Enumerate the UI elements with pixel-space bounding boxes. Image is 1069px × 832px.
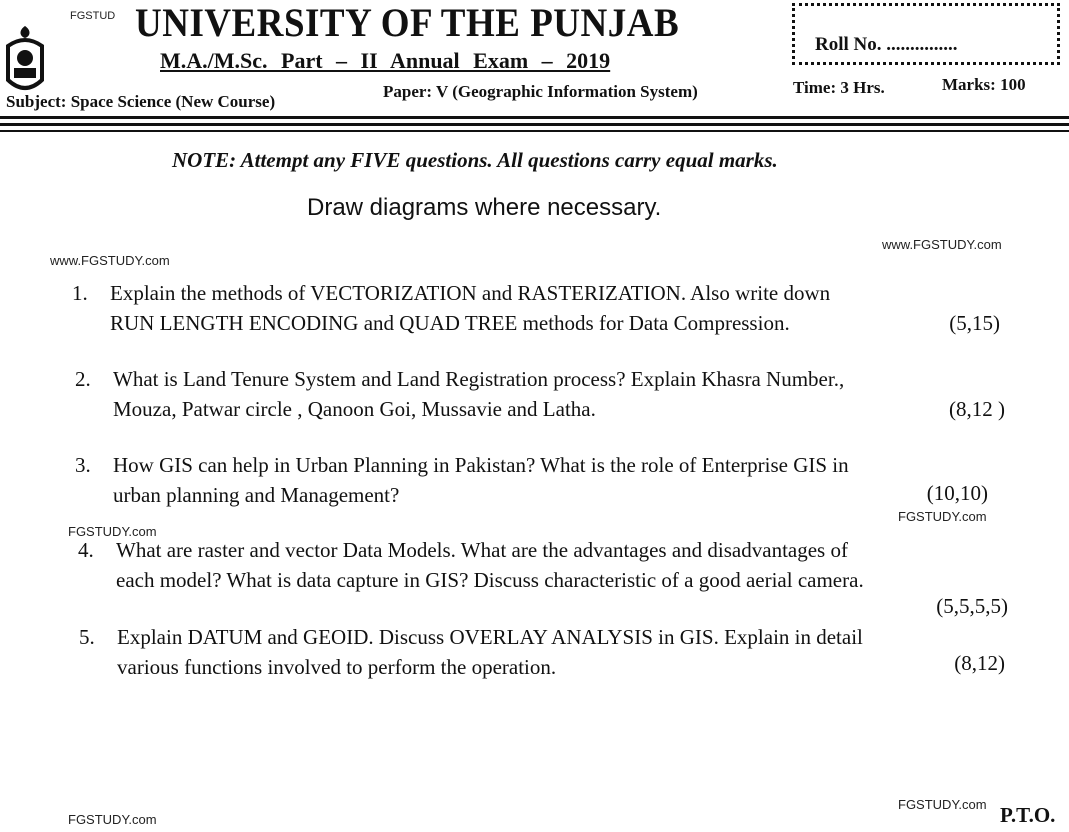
question-text: How GIS can help in Urban Planning in Pakistan? What is the role of Enterprise GIS in xyxy=(113,453,849,477)
question-number: 2. xyxy=(75,367,91,391)
watermark: www.FGSTUDY.com xyxy=(882,237,1002,252)
time: Time: 3 Hrs. xyxy=(793,78,885,97)
question-text: urban planning and Management? xyxy=(113,483,400,507)
roll-number-label: Roll No. ............... xyxy=(815,34,958,55)
question-text: various functions involved to perform the operation. xyxy=(117,655,557,679)
question-text: What are raster and vector Data Models. What are the advantages and disadvantages of xyxy=(116,538,848,562)
roll-number-box xyxy=(792,3,1060,65)
question-number: 1. xyxy=(72,281,88,305)
marks: Marks: 100 xyxy=(942,75,1026,94)
watermark: www.FGSTUDY.com xyxy=(50,253,170,268)
university-logo-icon xyxy=(4,24,46,96)
pto-label: P.T.O. xyxy=(1000,803,1056,827)
question-text: What is Land Tenure System and Land Registration process? Explain Khasra Number., xyxy=(113,367,845,391)
question-number: 5. xyxy=(79,625,95,649)
university-title: UNIVERSITY OF THE PUNJAB xyxy=(135,0,680,47)
program-line: M.A./M.Sc. Part – II Annual Exam – 2019 xyxy=(160,48,611,73)
watermark: FGSTUDY.com xyxy=(898,797,987,812)
question-4 xyxy=(78,535,1008,618)
paper: Paper: V (Geographic Information System) xyxy=(383,82,698,101)
divider xyxy=(0,130,1069,132)
question-text: Explain DATUM and GEOID. Discuss OVERLAY ANALYSIS in GIS. Explain in detail xyxy=(117,625,863,649)
question-2 xyxy=(75,364,1005,424)
question-text: each model? What is data capture in GIS? Discuss characteristic of a good aerial camera. xyxy=(116,568,864,592)
question-number: 3. xyxy=(75,453,91,477)
subject: Subject: Space Science (New Course) xyxy=(6,92,276,111)
question-1 xyxy=(72,278,1000,338)
question-marks: (5,5,5,5) xyxy=(936,594,1008,618)
divider xyxy=(0,116,1069,119)
question-5 xyxy=(79,622,1005,682)
instruction: Draw diagrams where necessary. xyxy=(307,194,662,221)
question-text: Explain the methods of VECTORIZATION and RASTERIZATION. Also write down xyxy=(110,281,831,305)
divider xyxy=(0,123,1069,126)
question-marks: (5,15) xyxy=(949,311,1000,335)
question-marks: (10,10) xyxy=(926,481,988,505)
question-number: 4. xyxy=(78,538,94,562)
watermark: FGSTUD xyxy=(70,10,116,22)
watermark: FGSTUDY.com xyxy=(898,509,987,524)
question-text: Mouza, Patwar circle , Qanoon Goi, Mussavie and Latha. xyxy=(113,397,596,421)
watermark: FGSTUDY.com xyxy=(68,524,157,539)
watermark: FGSTUDY.com xyxy=(68,812,157,827)
question-text: RUN LENGTH ENCODING and QUAD TREE methods for Data Compression. xyxy=(110,311,790,335)
question-marks: (8,12 ) xyxy=(949,397,1005,421)
note: NOTE: Attempt any FIVE questions. All questions carry equal marks. xyxy=(172,148,778,172)
question-3 xyxy=(75,450,988,510)
question-marks: (8,12) xyxy=(954,651,1005,675)
